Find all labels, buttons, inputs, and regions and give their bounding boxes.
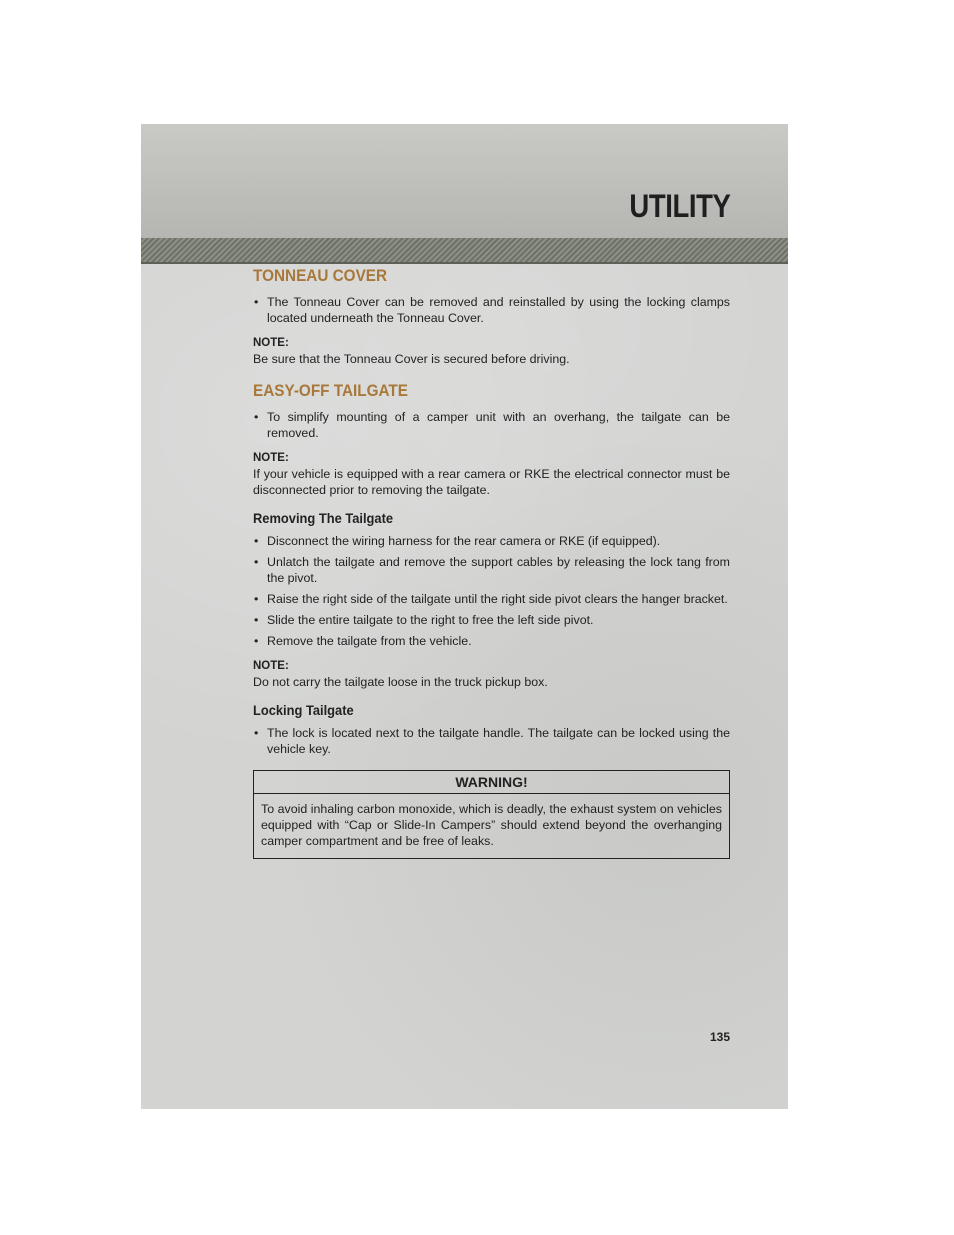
note-text: Do not carry the tailgate loose in the truck pickup box. bbox=[253, 675, 548, 689]
list-item: • The lock is located next to the tailgate handle. The tailgate can be locked using the vehicle key. bbox=[253, 725, 730, 757]
list-item: • Unlatch the tailgate and remove the support cables by releasing the lock tang from the pivot. bbox=[253, 554, 730, 586]
note-text: If your vehicle is equipped with a rear camera or RKE the electrical connector must be disconnected prior to removing the tailgate. bbox=[253, 467, 730, 497]
list-item: • The Tonneau Cover can be removed and reinstalled by using the locking clamps located underneath the Tonneau Cover. bbox=[253, 294, 730, 326]
warning-box bbox=[253, 770, 730, 859]
header-stripe bbox=[141, 238, 788, 264]
note-text: Be sure that the Tonneau Cover is secured before driving. bbox=[253, 352, 570, 366]
page-content bbox=[253, 266, 730, 859]
easy-off-bullet-list bbox=[253, 409, 730, 441]
list-item: • To simplify mounting of a camper unit with an overhang, the tailgate can be removed. bbox=[253, 409, 730, 441]
warning-title: WARNING! bbox=[254, 771, 729, 794]
list-item: • Raise the right side of the tailgate until the right side pivot clears the hanger bracket. bbox=[253, 591, 730, 607]
tonneau-bullet-list bbox=[253, 294, 730, 326]
list-item: • Disconnect the wiring harness for the rear camera or RKE (if equipped). bbox=[253, 533, 730, 549]
page-number: 135 bbox=[709, 1030, 730, 1044]
subheading-locking-tailgate: Locking Tailgate bbox=[253, 702, 354, 718]
section-heading-easy-off-tailgate: EASY-OFF TAILGATE bbox=[253, 381, 408, 400]
section-heading-tonneau-cover: TONNEAU COVER bbox=[253, 266, 388, 285]
note-label: NOTE: bbox=[253, 660, 289, 672]
removing-bullet-list bbox=[253, 533, 730, 649]
list-item: • Remove the tailgate from the vehicle. bbox=[253, 633, 730, 649]
list-item: • Slide the entire tailgate to the right to free the left side pivot. bbox=[253, 612, 730, 628]
manual-page bbox=[141, 124, 788, 1109]
note-label: NOTE: bbox=[253, 452, 289, 464]
locking-bullet-list bbox=[253, 725, 730, 757]
note-label: NOTE: bbox=[253, 337, 289, 349]
warning-text: To avoid inhaling carbon monoxide, which is deadly, the exhaust system on vehicles equipped with “Cap or Slide-In Campers” should extend beyond the overhanging camper compartment and be free of leaks. bbox=[261, 802, 722, 848]
subheading-removing-the-tailgate: Removing The Tailgate bbox=[253, 510, 394, 526]
chapter-title: UTILITY bbox=[629, 188, 730, 224]
